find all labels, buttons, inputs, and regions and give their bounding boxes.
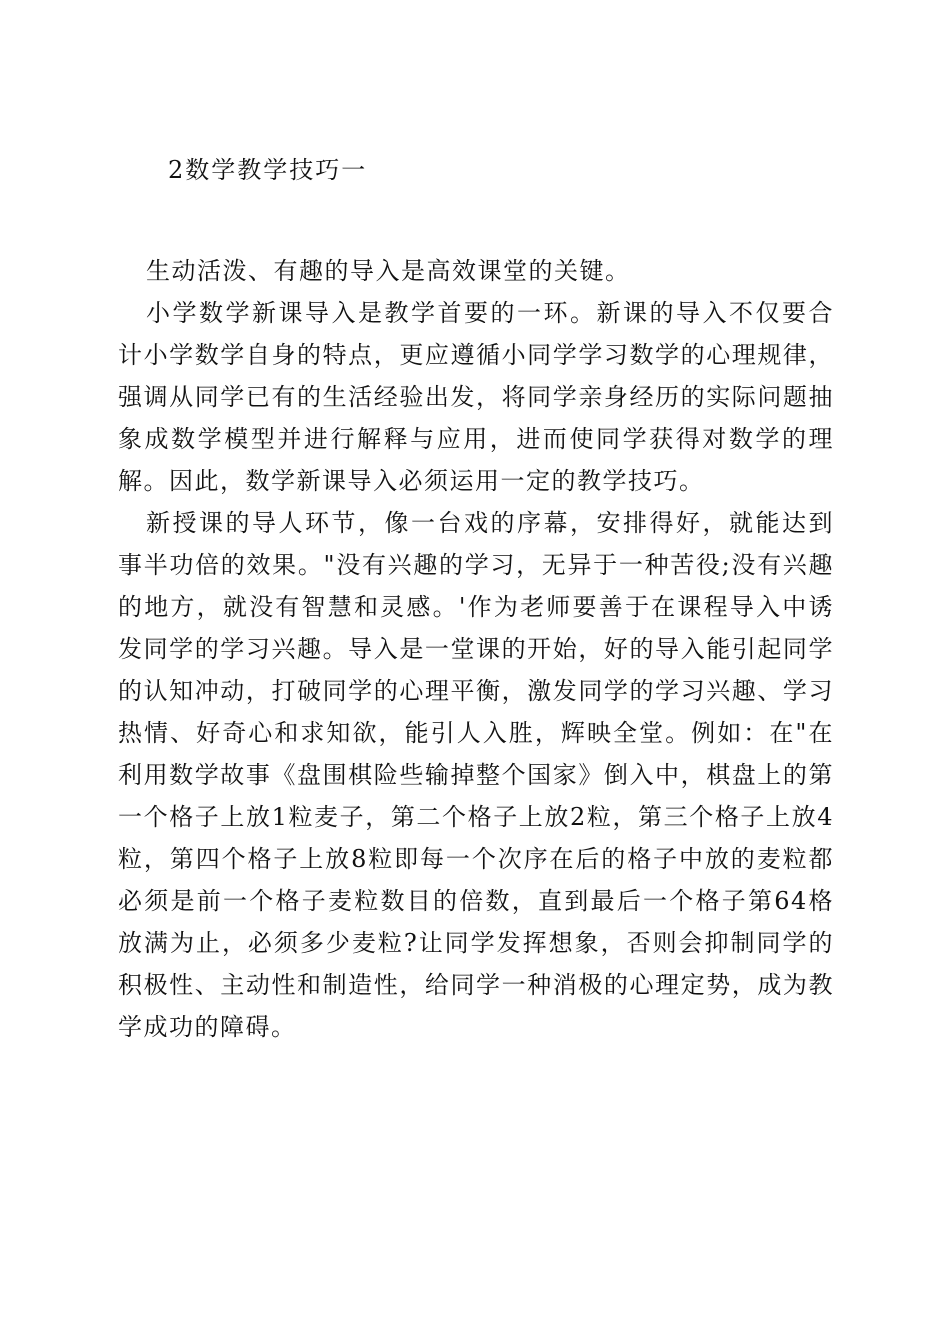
paragraph-new-lesson-intro: 小学数学新课导入是教学首要的一环。新课的导入不仅要合计小学数学自身的特点，更应遵循小同学学习数学的心理规律，强调从同学已有的生活经验出发，将同学亲身经历的实际问题抽象成数学模型并进行解释与应用，进而使同学获得对数学的理解。因此，数学新课导入必须运用一定的教学技巧。 bbox=[118, 299, 834, 495]
paragraph-teaching-example: 新授课的导人环节，像一台戏的序幕，安排得好，就能达到事半功倍的效果。"没有兴趣的学习，无异于一种苦役;没有兴趣的地方，就没有智慧和灵感。'作为老师要善于在课程导入中诱发同学的学习兴趣。导入是一堂课的开始，好的导入能引起同学的认知冲动，打破同学的心理平衡，激发同学的学习兴趣、学习热情、好奇心和求知欲，能引人入胜，辉映全堂。例如：在"在利用数学故事《盘围棋险些输掉整个国家》倒入中，棋盘上的第一个格子上放1粒麦子，第二个格子上放2粒，第三个格子上放4粒，第四个格子上放8粒即每一个次序在后的格子中放的麦粒都必须是前一个格子麦粒数目的倍数，直到最后一个格子第64格放满为止，必须多少麦粒?让同学发挥想象，否则会抑制同学的积极性、主动性和制造性，给同学一种消极的心理定势，成为教学成功的障碍。 bbox=[118, 509, 834, 1041]
document-title: 2数学教学技巧一 bbox=[168, 156, 368, 184]
paragraph-intro: 生动活泼、有趣的导入是高效课堂的关键。 bbox=[146, 257, 631, 285]
document-body bbox=[118, 250, 834, 1048]
